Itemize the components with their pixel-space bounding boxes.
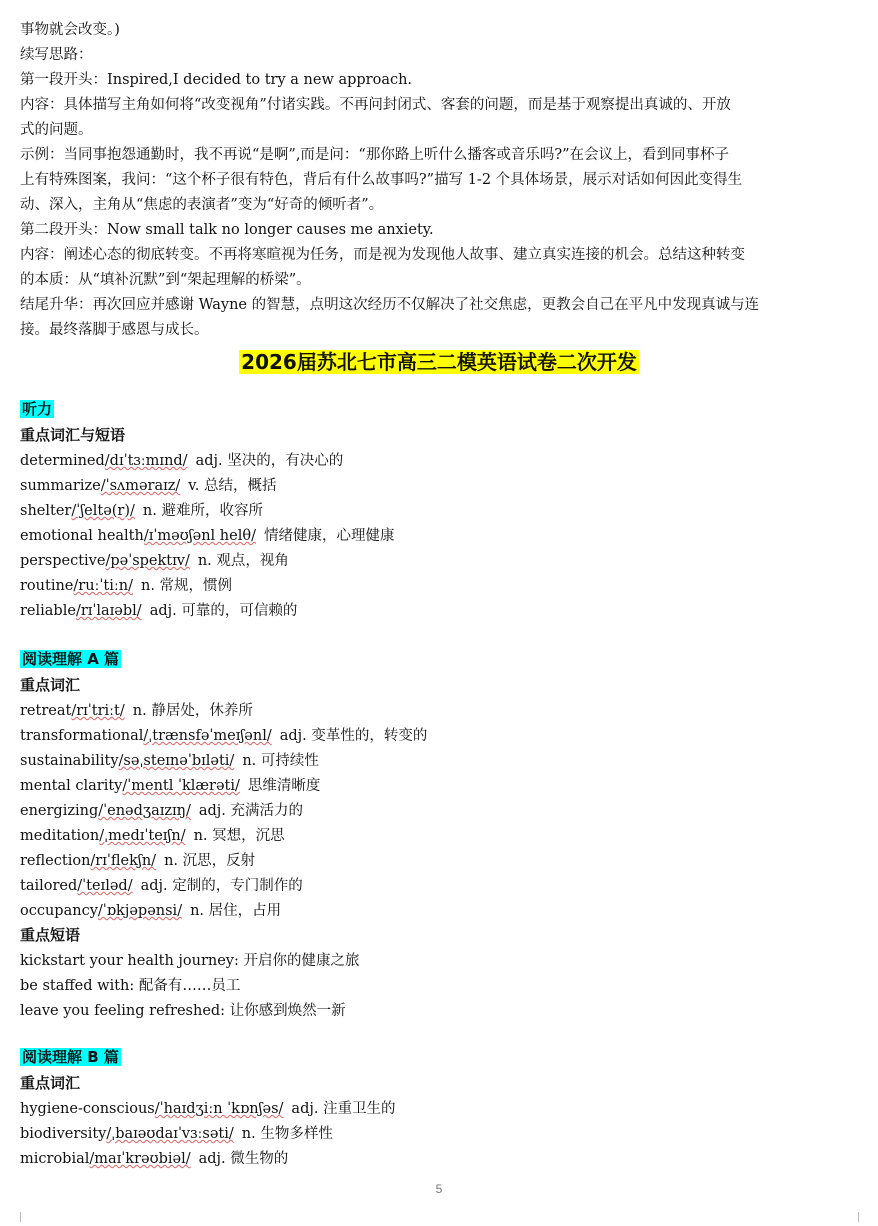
intro-line: 动、深入，主角从“焦虑的表演者”变为“好奇的倾听者”。	[20, 197, 384, 213]
vocab-phonetic: /ˈhaɪdʒiːn ˈkɒnʃəs/	[154, 1101, 284, 1117]
vocab-definition: n. 冥想，沉思	[193, 828, 285, 844]
vocab-phonetic: /rɪˈtriːt/	[71, 703, 125, 719]
page-corner-mark	[10, 1212, 21, 1222]
section-heading: 听力	[22, 400, 53, 418]
section-heading: 阅读理解 A 篇	[22, 650, 120, 668]
vocab-definition: adj. 定制的，专门制作的	[140, 878, 303, 894]
vocab-phonetic: /ˈʃeltə(r)/	[71, 503, 135, 519]
subheading: 重点词汇	[20, 676, 81, 694]
vocab-definition: n. 沉思，反射	[164, 853, 256, 869]
phrase-item: leave you feeling refreshed: 让你感到焕然一新	[20, 1003, 346, 1019]
intro-line: 示例：当同事抱怨通勤时，我不再说“是啊”,而是问：“那你路上听什么播客或音乐吗?”在会议上，看到同事杯子	[20, 147, 730, 163]
intro-line: 第二段开头：Now small talk no longer causes me anxiety.	[20, 222, 434, 238]
vocab-phonetic: /ˈmentl ˈklærəti/	[122, 778, 240, 794]
intro-line: 结尾升华：再次回应并感谢 Wayne 的智慧，点明这次经历不仅解决了社交焦虑，更教会自己在平凡中发现真诚与连	[20, 297, 760, 313]
vocab-term: hygiene-conscious	[20, 1101, 155, 1117]
vocab-definition: adj. 坚决的，有决心的	[195, 453, 344, 469]
vocab-term: reliable	[20, 603, 76, 619]
vocab-entry	[20, 599, 297, 620]
vocab-definition: adj. 可靠的，可信赖的	[149, 603, 298, 619]
vocab-definition: n. 可持续性	[242, 753, 319, 769]
vocab-phonetic: /dɪˈtɜːmɪnd/	[104, 453, 188, 469]
vocab-entry	[20, 749, 319, 770]
section-reading-a	[20, 648, 121, 669]
subheading: 重点词汇	[20, 1074, 81, 1092]
vocab-phonetic: /rɪˈlaɪəbl/	[75, 603, 142, 619]
vocab-entry	[20, 1147, 288, 1168]
vocab-phonetic: /ˌtrænsfəˈmeɪʃənl/	[143, 728, 272, 744]
vocab-phonetic: /ˌbaɪəʊdaɪˈvɜːsəti/	[106, 1126, 234, 1142]
document-title	[0, 346, 878, 375]
vocab-term: energizing	[20, 803, 99, 819]
vocab-term: transformational	[20, 728, 144, 744]
vocab-phonetic: /ruːˈtiːn/	[73, 578, 133, 594]
vocab-entry	[20, 699, 253, 720]
vocab-definition: n. 常规，惯例	[141, 578, 233, 594]
vocab-entry	[20, 824, 285, 845]
vocab-definition: adj. 注重卫生的	[291, 1101, 396, 1117]
vocab-term: determined	[20, 453, 105, 469]
vocab-definition: 思维清晰度	[247, 778, 321, 794]
vocab-definition: n. 避难所，收容所	[142, 503, 263, 519]
vocab-phonetic: /rɪˈflekʃn/	[90, 853, 157, 869]
vocab-definition: n. 生物多样性	[241, 1126, 333, 1142]
vocab-entry	[20, 499, 263, 520]
vocab-phonetic: /ˈɒkjəpənsi/	[97, 903, 183, 919]
intro-line: 式的问题。	[20, 122, 93, 138]
vocab-phonetic: /ˈenədʒaɪzɪŋ/	[98, 803, 191, 819]
vocab-entry	[20, 474, 277, 495]
vocab-definition: n. 静居处，休养所	[132, 703, 253, 719]
vocab-definition: n. 观点，视角	[197, 553, 289, 569]
vocab-definition: 情绪健康，心理健康	[263, 528, 395, 544]
vocab-entry	[20, 874, 303, 895]
vocab-phonetic: /ɪˈməʊʃənl helθ/	[143, 528, 256, 544]
intro-line: 接。最终落脚于感恩与成长。	[20, 322, 209, 338]
vocab-term: shelter	[20, 503, 72, 519]
vocab-term: microbial	[20, 1151, 90, 1167]
vocab-definition: n. 居住，占用	[190, 903, 282, 919]
vocab-definition: adj. 充满活力的	[198, 803, 304, 819]
vocab-term: occupancy	[20, 903, 98, 919]
vocab-term: perspective	[20, 553, 106, 569]
vocab-term: biodiversity	[20, 1126, 107, 1142]
subheading: 重点词汇与短语	[20, 426, 126, 444]
vocab-entry	[20, 724, 427, 745]
section-reading-b	[20, 1046, 121, 1067]
intro-line: 上有特殊图案，我问：“这个杯子很有特色，背后有什么故事吗?”描写 1-2 个具体场景，展示对话如何因此变得生	[20, 172, 743, 188]
vocab-entry	[20, 774, 320, 795]
vocab-term: reflection	[20, 853, 91, 869]
vocab-term: sustainability	[20, 753, 119, 769]
phrase-item: be staffed with: 配备有……员工	[20, 978, 241, 994]
vocab-phonetic: /pəˈspektɪv/	[105, 553, 190, 569]
vocab-term: tailored	[20, 878, 78, 894]
vocab-term: meditation	[20, 828, 100, 844]
vocab-phonetic: /ˈteɪləd/	[77, 878, 133, 894]
vocab-term: mental clarity	[20, 778, 123, 794]
vocab-entry	[20, 574, 232, 595]
vocab-phonetic: /səˌsteɪnəˈbɪləti/	[118, 753, 235, 769]
intro-line: 的本质：从“填补沉默”到“架起理解的桥梁”。	[20, 272, 311, 288]
page-corner-mark	[858, 1212, 869, 1222]
vocab-entry	[20, 449, 343, 470]
intro-line: 第一段开头：Inspired,I decided to try a new approach.	[20, 72, 413, 88]
vocab-phonetic: /ˌmedɪˈteɪʃn/	[99, 828, 186, 844]
document-title-text: 2026届苏北七市高三二模英语试卷二次开发	[241, 350, 637, 374]
section-heading: 阅读理解 B 篇	[22, 1048, 119, 1066]
intro-line: 续写思路：	[20, 47, 93, 63]
vocab-term: routine	[20, 578, 74, 594]
vocab-entry	[20, 1122, 333, 1143]
vocab-term: emotional health	[20, 528, 144, 544]
vocab-entry	[20, 1097, 396, 1118]
page-number: 5	[435, 1182, 443, 1196]
vocab-definition: v. 总结，概括	[188, 478, 277, 494]
vocab-definition: adj. 微生物的	[198, 1151, 289, 1167]
vocab-term: retreat	[20, 703, 72, 719]
vocab-entry	[20, 899, 281, 920]
vocab-entry	[20, 549, 289, 570]
vocab-term: summarize	[20, 478, 101, 494]
vocab-entry	[20, 799, 303, 820]
section-listening	[20, 398, 54, 419]
vocab-entry	[20, 849, 255, 870]
vocab-phonetic: /ˈsʌməraɪz/	[100, 478, 181, 494]
intro-line: 内容：阐述心态的彻底转变。不再将寒暄视为任务，而是视为发现他人故事、建立真实连接的机会。总结这种转变	[20, 247, 745, 263]
vocab-entry	[20, 524, 394, 545]
intro-line: 内容：具体描写主角如何将“改变视角”付诸实践。不再问封闭式、客套的问题，而是基于观察提出真诚的、开放	[20, 97, 731, 113]
intro-line: 事物就会改变。)	[20, 22, 120, 38]
subheading-phrases: 重点短语	[20, 926, 81, 944]
phrase-item: kickstart your health journey: 开启你的健康之旅	[20, 953, 360, 969]
vocab-phonetic: /maɪˈkrəʊbiəl/	[89, 1151, 191, 1167]
vocab-definition: adj. 变革性的，转变的	[279, 728, 428, 744]
